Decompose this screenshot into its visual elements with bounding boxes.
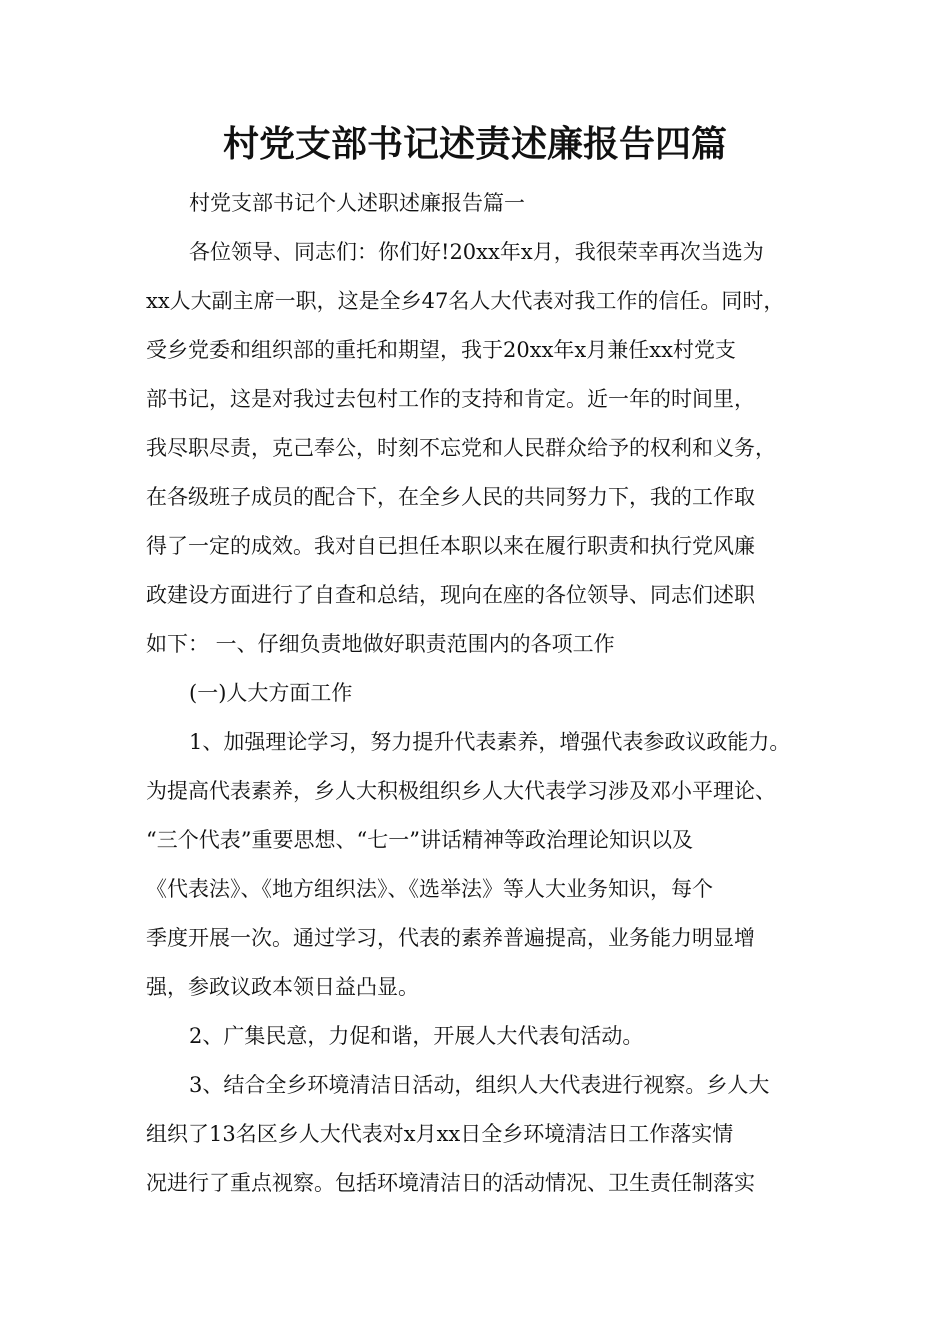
paragraph-line: 为提高代表素养，乡人大积极组织乡人大代表学习涉及邓小平理论、	[146, 779, 776, 803]
paragraph-line: “三个代表”重要思想、“七一”讲话精神等政治理论知识以及	[146, 828, 693, 852]
paragraph-line: 季度开展一次。通过学习，代表的素养普遍提高，业务能力明显增	[146, 926, 755, 950]
paragraph-line: 如下： 一、仔细负责地做好职责范围内的各项工作	[146, 632, 615, 656]
section-heading-part-one: 村党支部书记个人述职述廉报告篇一	[189, 191, 525, 215]
paragraph-line: 3、结合全乡环境清洁日活动，组织人大代表进行视察。乡人大	[189, 1073, 770, 1097]
paragraph-line: 各位领导、同志们：你们好!20xx年x月，我很荣幸再次当选为	[189, 240, 764, 264]
paragraph-line: 政建设方面进行了自查和总结，现向在座的各位领导、同志们述职	[146, 583, 755, 607]
paragraph-line: 在各级班子成员的配合下，在全乡人民的共同努力下，我的工作取	[146, 485, 755, 509]
subsection-heading: (一)人大方面工作	[189, 681, 353, 705]
paragraph-line: 得了一定的成效。我对自已担任本职以来在履行职责和执行党风廉	[146, 534, 755, 558]
paragraph-line: 《代表法》、《地方组织法》、《选举法》等人大业务知识，每个	[146, 877, 713, 901]
document-title: 村党支部书记述责述廉报告四篇	[222, 124, 727, 165]
paragraph-line: 部书记，这是对我过去包村工作的支持和肯定。近一年的时间里，	[146, 387, 755, 411]
paragraph-line: 1、加强理论学习，努力提升代表素养，增强代表参政议政能力。	[189, 730, 791, 754]
paragraph-line: 况进行了重点视察。包括环境清洁日的活动情况、卫生责任制落实	[146, 1171, 755, 1195]
paragraph-line: 强，参政议政本领日益凸显。	[146, 975, 419, 999]
paragraph-line: 2、广集民意，力促和谐，开展人大代表旬活动。	[189, 1024, 644, 1048]
paragraph-line: 受乡党委和组织部的重托和期望，我于20xx年x月兼任xx村党支	[146, 338, 736, 362]
paragraph-line: 组织了13名区乡人大代表对x月xx日全乡环境清洁日工作落实情	[146, 1122, 734, 1146]
paragraph-line: 我尽职尽责，克己奉公，时刻不忘党和人民群众给予的权利和义务，	[146, 436, 776, 460]
paragraph-line: xx人大副主席一职，这是全乡47名人大代表对我工作的信任。同时，	[146, 289, 785, 313]
